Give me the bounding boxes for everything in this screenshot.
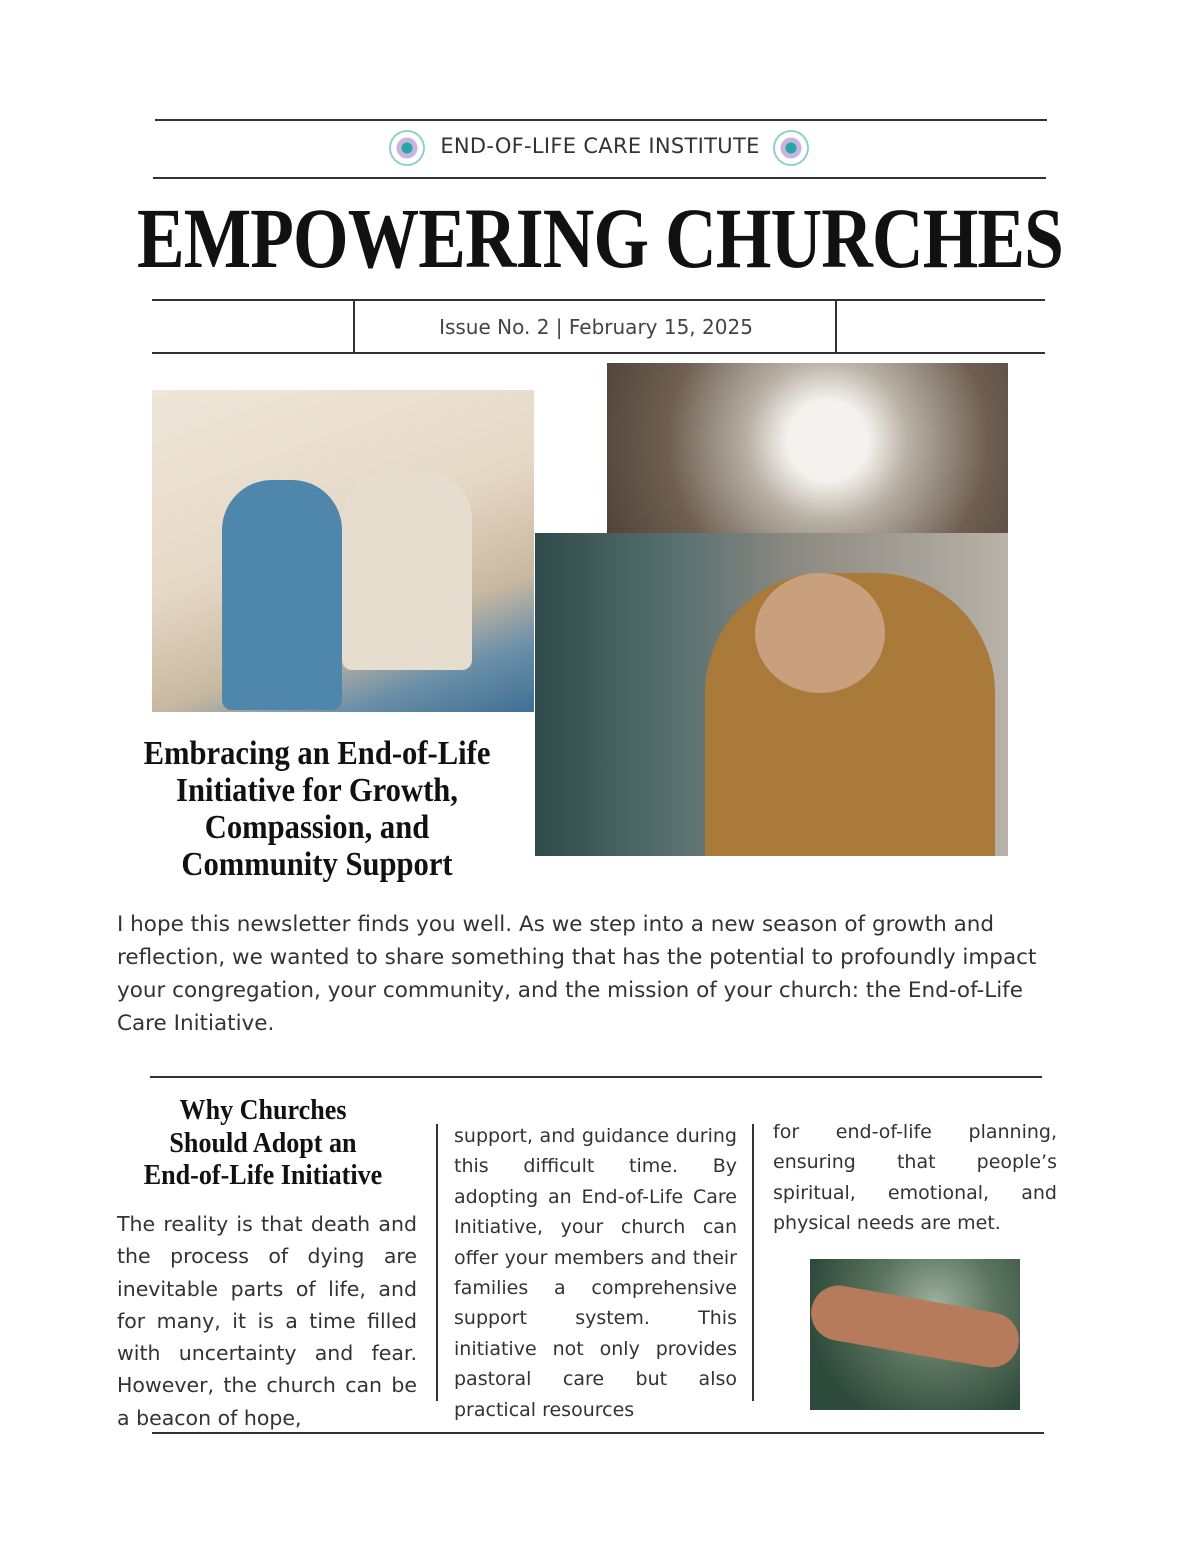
institute-logo-right (773, 130, 809, 166)
issue-info: Issue No. 2 | February 15, 2025 (439, 315, 753, 339)
newsletter-title: EMPOWERING CHURCHES (136, 190, 1064, 286)
section-heading (119, 1094, 407, 1192)
column-divider-2 (752, 1124, 754, 1401)
institute-name: END-OF-LIFE CARE INSTITUTE (440, 134, 760, 158)
issue-rule-top (152, 299, 1045, 301)
section-heading-line: Should Adopt an (169, 1126, 357, 1159)
feature-heading (119, 735, 515, 883)
section-rule (150, 1076, 1042, 1078)
column-divider-1 (436, 1124, 438, 1401)
blossom-photo (607, 363, 1008, 557)
masthead-rule (153, 177, 1046, 179)
column-2-text: support, and guidance during this difficult time. By adopting an End-of-Life Care Initiative, your church can offer your members and their families a comprehensive support system. This initiative not only provides pastoral care but also practical resources (454, 1125, 737, 1421)
caregiver-photo (152, 390, 534, 712)
section-heading-line: End-of-Life Initiative (143, 1159, 383, 1191)
grieving-man-photo (535, 533, 1008, 856)
feature-heading-line: Embracing an End-of-Life (143, 735, 491, 772)
column-1-text: The reality is that death and the process of dying are inevitable parts of life, and for many, it is a time filled with uncertainty and fear. However, the church can be a beacon of hope, (117, 1212, 417, 1430)
column-3-text: for end-of-life planning, ensuring that people’s spiritual, emotional, and physical needs are met. (773, 1121, 1057, 1235)
intro-paragraph: I hope this newsletter finds you well. As we step into a new season of growth and reflection, we wanted to share something that has the potential to profoundly impact your congregation, your community, and the mission of your church: the End-of-Life Care Initiative. (117, 912, 1037, 1036)
issue-divider-left (353, 300, 355, 353)
bottom-rule (152, 1432, 1044, 1434)
feature-heading-line: Compassion, and (204, 809, 430, 846)
feature-heading-line: Community Support (181, 846, 453, 883)
section-heading-line: Why Churches (179, 1094, 347, 1126)
handshake-photo (810, 1259, 1020, 1410)
feature-heading-line: Initiative for Growth, (176, 772, 458, 809)
issue-rule-bottom (152, 352, 1045, 354)
top-rule (155, 119, 1047, 121)
